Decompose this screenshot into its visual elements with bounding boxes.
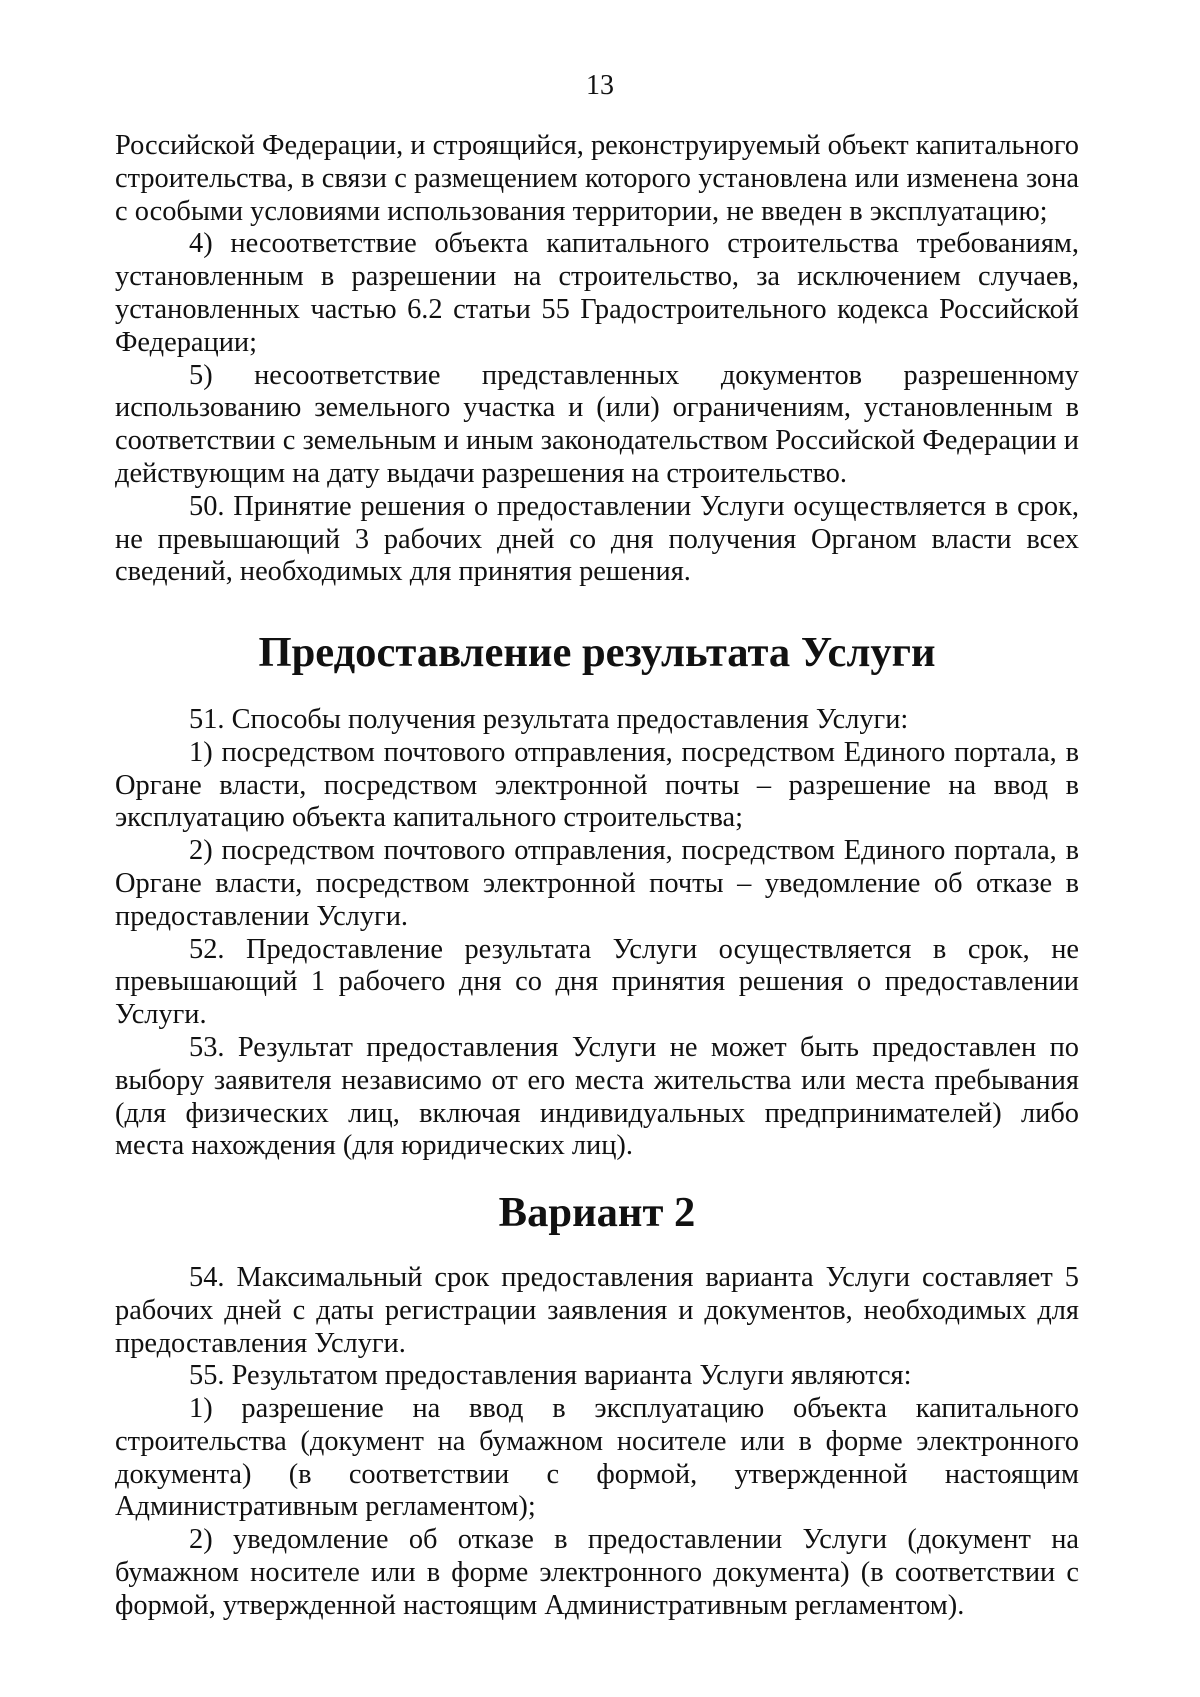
paragraph-52: 52. Предоставление результата Услуги осуществляется в срок, не превышающий 1 рабочего дня со дня принятия решения о предоставлении Услуги. — [115, 933, 1079, 1031]
paragraph-54: 54. Максимальный срок предоставления варианта Услуги составляет 5 рабочих дней с даты регистрации заявления и документов, необходимых для предоставления Услуги. — [115, 1261, 1079, 1359]
paragraph-55: 55. Результатом предоставления варианта Услуги являются: — [189, 1360, 912, 1392]
paragraph-51: 51. Способы получения результата предоставления Услуги: — [189, 703, 909, 735]
paragraph-item-4: 4) несоответствие объекта капитального строительства требованиям, установленным в разрешении на строительство, за исключением случаев, установленных частью 6.2 статьи 55 Градостроительного кодекса Российской Федерации; — [115, 228, 1079, 358]
paragraph-continuation: Российской Федерации, и строящийся, реконструируемый объект капитального строительства, в связи с размещением которого установлена или изменена зона с особыми условиями использования территории, не введен в эксплуатацию; — [115, 130, 1079, 227]
paragraph-item-5: 5) несоответствие представленных документов разрешенному использованию земельного участка и (или) ограничениям, установленным в соответствии с земельным и иным законодательством Российской Федерации и действующим на дату выдачи разрешения на строительство. — [115, 359, 1079, 489]
paragraph-55-item-2: 2) уведомление об отказе в предоставлении Услуги (документ на бумажном носителе или в форме электронного документа) (в соответствии с формой, утвержденной настоящим Административным регламентом). — [115, 1524, 1079, 1621]
document-body — [115, 130, 1079, 1623]
paragraph-51-item-1: 1) посредством почтового отправления, посредством Единого портала, в Органе власти, посредством электронной почты – разрешение на ввод в эксплуатацию объекта капитального строительства; — [115, 736, 1079, 834]
paragraph-53: 53. Результат предоставления Услуги не может быть предоставлен по выбору заявителя независимо от его места жительства или места пребывания (для физических лиц, включая индивидуальных предпринимателей) либо места нахождения (для юридических лиц). — [115, 1031, 1079, 1162]
section-heading-result: Предоставление результата Услуги — [258, 629, 936, 677]
paragraph-50: 50. Принятие решения о предоставлении Услуги осуществляется в срок, не превышающий 3 рабочих дней со дня получения Органом власти всех сведений, необходимых для принятия решения. — [115, 490, 1079, 588]
section-heading-variant-2: Вариант 2 — [498, 1189, 696, 1237]
paragraph-55-item-1: 1) разрешение на ввод в эксплуатацию объекта капитального строительства (документ на бумажном носителе или в форме электронного документа) (в соответствии с формой, утвержденной настоящим Административным регламентом); — [115, 1393, 1079, 1523]
page-number: 13 — [586, 70, 614, 101]
paragraph-51-item-2: 2) посредством почтового отправления, посредством Единого портала, в Органе власти, посредством электронной почты – уведомление об отказе в предоставлении Услуги. — [115, 835, 1079, 932]
